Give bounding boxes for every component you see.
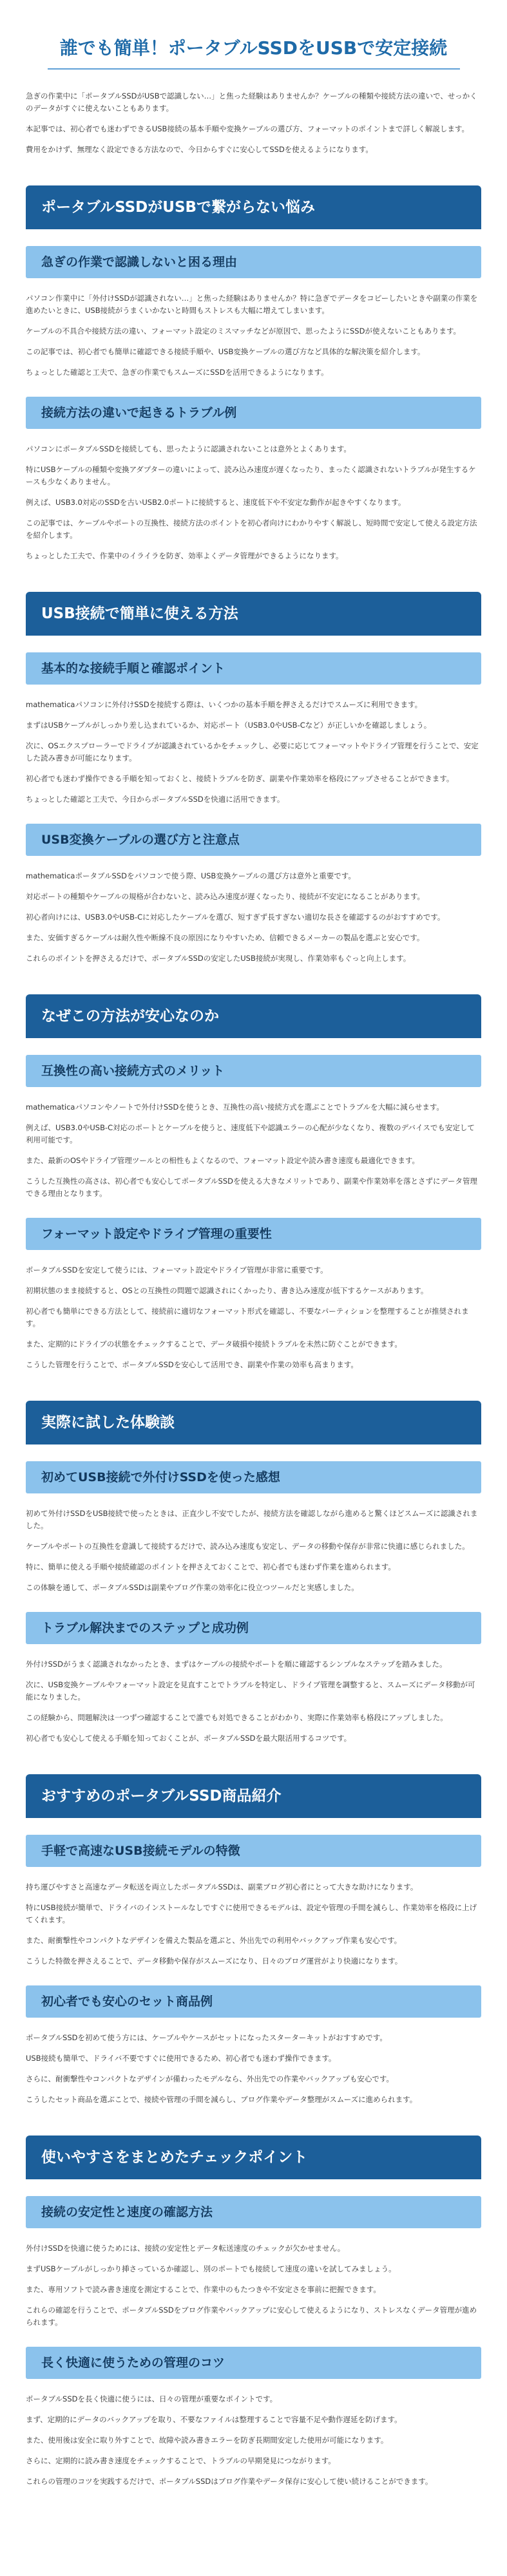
body-paragraph: こうした特徴を押さえることで、データ移動や保存がスムーズになり、日々のブログ運営がより快適になります。 (26, 1956, 403, 1965)
body-paragraph: まずはUSBケーブルがしっかり差し込まれているか、対応ポート（USB3.0やUSB-Cなど）が正しいかを確認しましょう。 (26, 721, 432, 730)
body-paragraph: これらの確認を行うことで、ポータブルSSDをブログ作業やバックアップに安心して使えるようになり、ストレスなくデータ管理が進められます。 (26, 2306, 477, 2327)
article-body (26, 185, 481, 2488)
intro-paragraph: 急ぎの作業中に「ポータブルSSDがUSBで認識しない…」と焦った経験はありませんか？ケーブルの種類や接続方法の違いで、せっかくのデータがすぐに使えないこともあります。 (26, 91, 477, 113)
subsection (26, 397, 481, 562)
body-paragraph: 次に、OSエクスプローラーでドライブが認識されているかをチェックし、必要に応じてフォーマットやドライブ管理を行うことで、安定した読み書きが可能になります。 (26, 741, 479, 762)
body-paragraph: 例えば、USB3.0対応のSSDを古いUSB2.0ポートに接続すると、速度低下や不安定な動作が起きやすくなります。 (26, 498, 406, 507)
subsection (26, 824, 481, 965)
body-paragraph: また、安価すぎるケーブルは耐久性や断線不良の原因になりやすいため、信頼できるメーカーの製品を選ぶと安心です。 (26, 933, 425, 942)
section-heading: おすすめのポータブルSSD商品紹介 (26, 1774, 481, 1818)
body-paragraph: 例えば、USB3.0やUSB-C対応のポートとケーブルを使うと、速度低下や認識エラーの心配が少なくなり、複数のデバイスでも安定して利用可能です。 (26, 1123, 475, 1144)
body-paragraph: また、専用ソフトで読み書き速度を測定することで、作業中のもたつきや不安定さを事前に把握できます。 (26, 2285, 381, 2294)
body-paragraph: mathematicaポータブルSSDをパソコンで使う際、USB変換ケーブルの選び方は意外と重要です。 (26, 871, 356, 880)
subsection (26, 2196, 481, 2329)
body-paragraph: 特に、簡単に使える手順や接続確認のポイントを押さえておくことで、初心者でも迷わず作業を進められます。 (26, 1562, 396, 1571)
body-paragraph: また、使用後は安全に取り外すことで、故障や読み書きエラーを防ぎ長期間安定した使用が可能になります。 (26, 2436, 388, 2445)
body-paragraph: ケーブルやポートの互換性を意識して接続するだけで、読み込み速度も安定し、データの移動や保存が非常に快適に感じられました。 (26, 1542, 470, 1551)
article-section (26, 1401, 481, 1745)
body-paragraph: ケーブルの不具合や接続方法の違い、フォーマット設定のミスマッチなどが原因で、思ったようにSSDが使えないこともあります。 (26, 327, 461, 336)
body-paragraph: 対応ポートの種類やケーブルの規格が合わないと、読み込み速度が遅くなったり、接続が不安定になることがあります。 (26, 892, 425, 901)
body-paragraph: mathematicaパソコンやノートで外付けSSDを使うとき、互換性の高い接続方式を選ぶことでトラブルを大幅に減らせます。 (26, 1103, 444, 1112)
subsection (26, 1985, 481, 2106)
article-section (26, 185, 481, 562)
subsection (26, 2347, 481, 2488)
article-section (26, 2136, 481, 2488)
body-paragraph: この体験を通して、ポータブルSSDは副業やブログ作業の効率化に役立つツールだと実感しました。 (26, 1583, 359, 1592)
body-paragraph: また、最新のOSやドライブ管理ツールとの相性もよくなるので、フォーマット設定や読み書き速度も最適化できます。 (26, 1156, 420, 1165)
body-paragraph: ちょっとした工夫で、作業中のイライラを防ぎ、効率よくデータ管理ができるようになります。 (26, 551, 343, 560)
page-title: 誰でも簡単！ポータブルSSDをUSBで安定接続 (59, 37, 448, 59)
intro-paragraph: 本記事では、初心者でも迷わずできるUSB接続の基本手順や変換ケーブルの選び方、フォーマットのポイントまで詳しく解説します。 (26, 124, 469, 133)
body-paragraph: また、耐衝撃性やコンパクトなデザインを備えた製品を選ぶと、外出先での利用やバックアップ作業も安心です。 (26, 1936, 402, 1945)
subsection-heading: 手軽で高速なUSB接続モデルの特徴 (26, 1835, 481, 1867)
subsection-heading: トラブル解決までのステップと成功例 (26, 1612, 481, 1644)
body-paragraph: ちょっとした確認と工夫で、急ぎの作業でもスムーズにSSDを活用できるようになります。 (26, 368, 329, 377)
body-paragraph: この記事では、ケーブルやポートの互換性、接続方法のポイントを初心者向けにわかりやすく解説し、短時間で安定して使える設定方法を紹介します。 (26, 518, 477, 540)
body-paragraph: こうしたセット商品を選ぶことで、接続や管理の手間を減らし、ブログ作業やデータ整理がスムーズに進められます。 (26, 2095, 417, 2104)
body-paragraph: ポータブルSSDを長く快適に使うには、日々の管理が重要なポイントです。 (26, 2394, 278, 2403)
body-paragraph: ポータブルSSDを安定して使うには、フォーマット設定やドライブ管理が非常に重要です。 (26, 1265, 328, 1274)
body-paragraph: また、定期的にドライブの状態をチェックすることで、データ破損や接続トラブルを未然に防ぐことができます。 (26, 1340, 402, 1349)
subsection-heading: フォーマット設定やドライブ管理の重要性 (26, 1218, 481, 1250)
subsection-heading: 互換性の高い接続方式のメリット (26, 1055, 481, 1087)
subsection-heading: 急ぎの作業で認識しないと困る理由 (26, 246, 481, 278)
body-paragraph: 特にUSB接続が簡単で、ドライバのインストールなしですぐに使用できるモデルは、設定や管理の手間を減らし、作業効率を格段に上げてくれます。 (26, 1903, 477, 1924)
body-paragraph: まずUSBケーブルがしっかり挿さっているか確認し、別のポートでも接続して速度の違いを試してみましょう。 (26, 2264, 396, 2273)
subsection (26, 1835, 481, 1967)
body-paragraph: ちょっとした確認と工夫で、今日からポータブルSSDを快適に活用できます。 (26, 795, 285, 804)
body-paragraph: さらに、耐衝撃性やコンパクトなデザインが備わったモデルなら、外出先での作業やバックアップも安心です。 (26, 2074, 394, 2083)
body-paragraph: これらのポイントを押さえるだけで、ポータブルSSDの安定したUSB接続が実現し、作業効率もぐっと向上します。 (26, 954, 411, 963)
title-divider (48, 68, 460, 70)
subsection-heading: 初心者でも安心のセット商品例 (26, 1985, 481, 2018)
article-section (26, 994, 481, 1371)
intro (26, 90, 481, 156)
body-paragraph: 初心者でも安心して使える手順を知っておくことが、ポータブルSSDを最大限活用するコツです。 (26, 1734, 352, 1743)
body-paragraph: 外付けSSDを快適に使うためには、接続の安定性とデータ転送速度のチェックが欠かせません。 (26, 2244, 345, 2253)
section-heading: ポータブルSSDがUSBで繋がらない悩み (26, 185, 481, 229)
subsection (26, 246, 481, 379)
body-paragraph: これらの管理のコツを実践するだけで、ポータブルSSDはブログ作業やデータ保存に安心して使い続けることができます。 (26, 2477, 433, 2486)
body-paragraph: こうした管理を行うことで、ポータブルSSDを安心して活用でき、副業や作業の効率も高まります。 (26, 1360, 358, 1369)
subsection-heading: 接続の安定性と速度の確認方法 (26, 2196, 481, 2228)
body-paragraph: パソコン作業中に「外付けSSDが認識されない…」と焦った経験はありませんか？特に急ぎでデータをコピーしたいときや副業の作業を進めたいときに、USB接続がうまくいかないと時間もストレスも大幅に増えてしまいます。 (26, 294, 478, 315)
body-paragraph: USB接続も簡単で、ドライバ不要ですぐに使用できるため、初心者でも迷わず操作できます。 (26, 2054, 336, 2063)
body-paragraph: 初期状態のまま接続すると、OSとの互換性の問題で認識されにくかったり、書き込み速度が低下するケースがあります。 (26, 1286, 428, 1295)
subsection-heading: 接続方法の違いで起きるトラブル例 (26, 397, 481, 429)
body-paragraph: mathematicaパソコンに外付けSSDを接続する際は、いくつかの基本手順を押さえるだけでスムーズに利用できます。 (26, 700, 423, 709)
body-paragraph: 初心者向けには、USB3.0やUSB-Cに対応したケーブルを選び、短すぎず長すぎない適切な長さを確認するのがおすすめです。 (26, 913, 445, 922)
body-paragraph: 初めて外付けSSDをUSB接続で使ったときは、正直少し不安でしたが、接続方法を確認しながら進めると驚くほどスムーズに認識されました。 (26, 1509, 478, 1530)
subsection (26, 652, 481, 806)
section-heading: なぜこの方法が安心なのか (26, 994, 481, 1038)
body-paragraph: パソコンにポータブルSSDを接続しても、思ったように認識されないことは意外とよくあります。 (26, 444, 351, 453)
body-paragraph: この記事では、初心者でも簡単に確認できる接続手順や、USB変換ケーブルの選び方など具体的な解決策を紹介します。 (26, 347, 425, 356)
body-paragraph: 特にUSBケーブルの種類や変換アダプターの違いによって、読み込み速度が遅くなったり、まったく認識されないトラブルが発生するケースも少なくありません。 (26, 465, 476, 486)
section-heading: 実際に試した体験談 (26, 1401, 481, 1444)
intro-paragraph: 費用をかけず、無理なく設定できる方法なので、今日からすぐに安心してSSDを使えるようになります。 (26, 145, 373, 154)
body-paragraph: 外付けSSDがうまく認識されなかったとき、まずはケーブルの接続やポートを順に確認するシンプルなステップを踏みました。 (26, 1660, 447, 1669)
section-heading: 使いやすさをまとめたチェックポイント (26, 2136, 481, 2179)
subsection-heading: 長く快適に使うための管理のコツ (26, 2347, 481, 2379)
subsection-heading: 初めてUSB接続で外付けSSDを使った感想 (26, 1461, 481, 1493)
subsection (26, 1055, 481, 1200)
subsection-heading: USB変換ケーブルの選び方と注意点 (26, 824, 481, 856)
body-paragraph: まず、定期的にデータのバックアップを取り、不要なファイルは整理することで容量不足や動作遅延を防げます。 (26, 2415, 402, 2424)
subsection (26, 1612, 481, 1745)
body-paragraph: この経験から、問題解決は一つずつ確認することで誰でも対処できることがわかり、実際に作業効率も格段にアップしました。 (26, 1713, 448, 1722)
subsection (26, 1461, 481, 1594)
body-paragraph: 初心者でも迷わず操作できる手順を知っておくと、接続トラブルを防ぎ、副業や作業効率を格段にアップさせることができます。 (26, 774, 454, 783)
article-section (26, 592, 481, 965)
body-paragraph: こうした互換性の高さは、初心者でも安心してポータブルSSDを使える大きなメリットであり、副業や作業効率を落とさずにデータ管理できる理由となります。 (26, 1177, 478, 1198)
body-paragraph: さらに、定期的に読み書き速度をチェックすることで、トラブルの早期発見につながります。 (26, 2456, 336, 2465)
body-paragraph: ポータブルSSDを初めて使う方には、ケーブルやケースがセットになったスターターキットがおすすめです。 (26, 2033, 387, 2042)
article-section (26, 1774, 481, 2106)
subsection-heading: 基本的な接続手順と確認ポイント (26, 652, 481, 685)
body-paragraph: 持ち運びやすさと高速なデータ転送を両立したポータブルSSDは、副業ブログ初心者にとって大きな助けになります。 (26, 1882, 418, 1891)
body-paragraph: 初心者でも簡単にできる方法として、接続前に適切なフォーマット形式を確認し、不要なパーティションを整理することが推奨されます。 (26, 1307, 469, 1328)
section-heading: USB接続で簡単に使える方法 (26, 592, 481, 636)
body-paragraph: 次に、USB変換ケーブルやフォーマット設定を見直すことでトラブルを特定し、ドライブ管理を調整すると、スムーズにデータ移動が可能になりました。 (26, 1680, 475, 1701)
subsection (26, 1218, 481, 1371)
